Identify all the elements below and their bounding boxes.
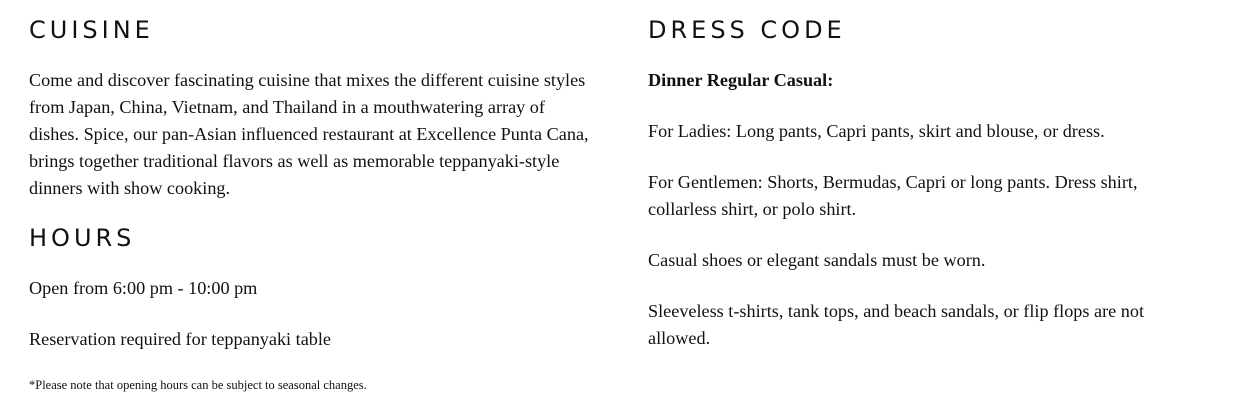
gentlemen-dress-code: For Gentlemen: Shorts, Bermudas, Capri or long pants. Dress shirt, collarless shirt, or polo shirt.: [648, 172, 1138, 219]
shoes-rule: Casual shoes or elegant sandals must be worn.: [648, 250, 986, 270]
hours-note: *Please note that opening hours can be subject to seasonal changes.: [29, 378, 367, 392]
ladies-dress-code: For Ladies: Long pants, Capri pants, skirt and blouse, or dress.: [648, 121, 1105, 141]
not-allowed-rule: Sleeveless t-shirts, tank tops, and beach sandals, or flip flops are not allowed.: [648, 301, 1145, 348]
reservation-text: Reservation required for teppanyaki table: [29, 329, 331, 349]
dress-code-subheading: Dinner Regular Casual:: [648, 70, 834, 90]
hours-open-text: Open from 6:00 pm - 10:00 pm: [29, 278, 258, 298]
cuisine-heading: CUISINE: [29, 16, 154, 44]
dress-code-heading: DRESS CODE: [648, 16, 846, 44]
cuisine-description: Come and discover fascinating cuisine that mixes the different cuisine styles from Japan, China, Vietnam, and Thailand in a mouthwatering array of dishes. Spice, our pan-Asian influenced restaurant at Excellence Punta Cana, brings together traditional flavors as well as memorable teppanyaki-style dinners with show cooking.: [29, 70, 589, 198]
hours-heading: HOURS: [29, 224, 136, 252]
